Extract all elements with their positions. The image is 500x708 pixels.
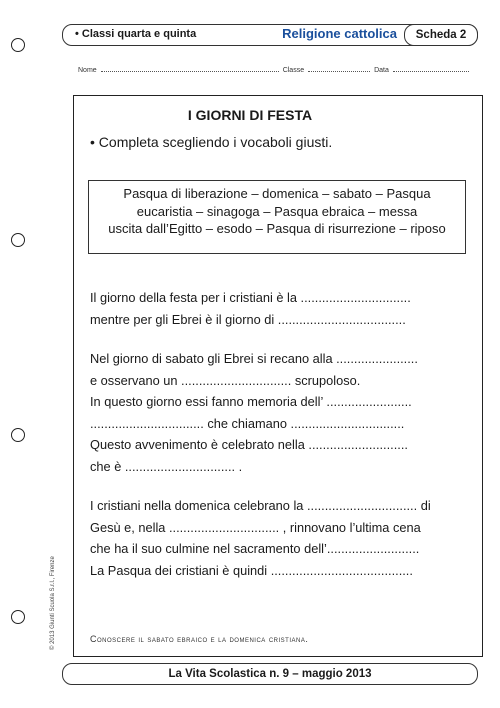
- paragraph-2: [90, 348, 468, 477]
- sheet-badge: Scheda 2: [404, 24, 478, 46]
- text-line: mentre per gli Ebrei è il giorno di ....................................: [90, 311, 406, 327]
- subject-title: Religione cattolica: [282, 26, 397, 41]
- text-line: Gesù e, nella ............................... , rinnovano l’ultima cena: [90, 519, 421, 535]
- text-line: Il giorno della festa per i cristiani è la ...............................: [90, 290, 411, 305]
- vocab-line: eucaristia – sinagoga – Pasqua ebraica – messa: [136, 203, 418, 219]
- date-field[interactable]: [393, 64, 469, 72]
- name-field[interactable]: [101, 64, 279, 72]
- student-info-line: [78, 64, 476, 74]
- text-line: ................................ che chiamano ................................: [90, 415, 405, 431]
- text-line: che ha il suo culmine nel sacramento dell’..........................: [90, 541, 420, 556]
- paragraph-1: [90, 287, 468, 330]
- binder-hole-1: [11, 38, 25, 52]
- text-line: Questo avvenimento è celebrato nella ............................: [90, 437, 408, 452]
- vocab-line: Pasqua di liberazione – domenica – sabato – Pasqua: [123, 186, 431, 201]
- text-line: La Pasqua dei cristiani è quindi ........................................: [90, 562, 413, 578]
- class-label: • Classi quarta e quinta: [75, 28, 197, 40]
- class-field[interactable]: [308, 64, 370, 72]
- text-line: e osservano un ............................... scrupoloso.: [90, 372, 361, 388]
- instruction-text: • Completa scegliendo i vocaboli giusti.: [90, 134, 333, 150]
- date-label: Data: [374, 67, 389, 74]
- class-field-label: Classe: [282, 67, 305, 74]
- text-line: che è ............................... .: [90, 458, 243, 474]
- vocab-line: uscita dall’Egitto – esodo – Pasqua di risurrezione – riposo: [108, 221, 446, 236]
- copyright-note: © 2013 Giunti Scuola S.r.l., Firenze: [50, 556, 56, 650]
- text-line: I cristiani nella domenica celebrano la ............................... di: [90, 498, 431, 513]
- footer-bar: La Vita Scolastica n. 9 – maggio 2013: [62, 663, 478, 685]
- name-label: Nome: [78, 67, 97, 74]
- binder-hole-4: [11, 610, 25, 624]
- binder-hole-2: [11, 233, 25, 247]
- text-line: Nel giorno di sabato gli Ebrei si recano alla .......................: [90, 351, 418, 366]
- header-bar: [62, 24, 478, 46]
- worksheet-title: I GIORNI DI FESTA: [187, 107, 313, 123]
- binder-hole-3: [11, 428, 25, 442]
- learning-objective: Conoscere il sabato ebraico e la domenica cristiana.: [90, 634, 309, 644]
- paragraph-3: [90, 495, 468, 581]
- vocabulary-box: [88, 180, 466, 254]
- text-line: In questo giorno essi fanno memoria dell’ ........................: [90, 394, 412, 409]
